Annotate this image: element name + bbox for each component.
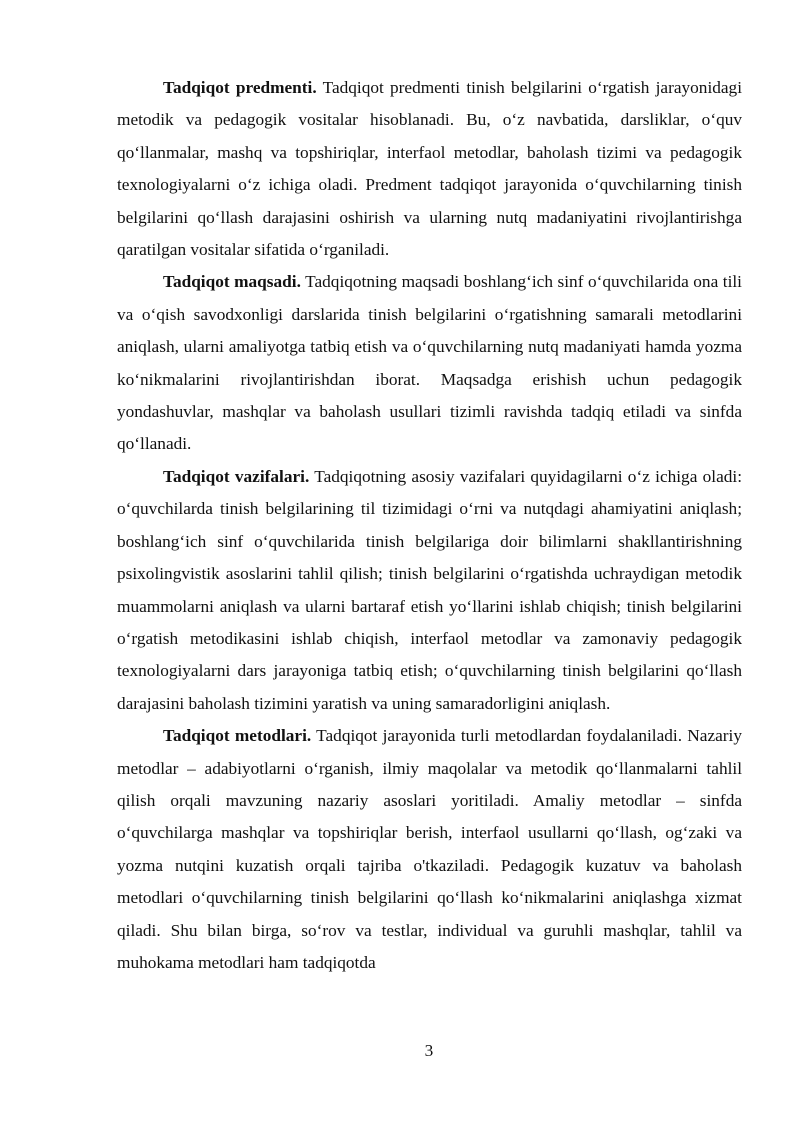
paragraph-text: Tadqiqotning maqsadi boshlang‘ich sinf o‘quvchilarida ona tili va o‘qish savodxonligi darslarida tinish belgilarini o‘rgatishning samarali metodlarini aniqlash, ularni amaliyotga tatbiq etish va o‘quvchilarning nutq madaniyati hamda yozma ko‘nikmalarini rivojlantirishdan iborat. Maqsadga erishish uchun pedagogik yondashuvlar, mashqlar va baholash usullari tizimli ravishda tadqiq etiladi va sinfda qo‘llanadi. [117, 272, 742, 454]
paragraph-research-methods [117, 720, 742, 979]
paragraph-heading: Tadqiqot maqsadi. [163, 272, 301, 292]
paragraph-heading: Tadqiqot metodlari. [163, 726, 312, 746]
paragraph-research-tasks [117, 461, 742, 720]
paragraph-research-goal [117, 266, 742, 460]
page-number: 3 [424, 1041, 434, 1060]
paragraph-heading: Tadqiqot vazifalari. [163, 466, 310, 486]
paragraph-research-subject [117, 72, 742, 266]
paragraph-text: Tadqiqotning asosiy vazifalari quyidagilarni o‘z ichiga oladi: o‘quvchilarda tinish belgilarining til tizimidagi o‘rni va nutqdagi ahamiyatini aniqlash; boshlang‘ich sinf o‘quvchilarida tinish belgilariga doir bilimlarni shakllantirishning psixolingvistik asoslarini tahlil qilish; tinish belgilarini o‘rgatishda uchraydigan metodik muammolarni aniqlash va ularni bartaraf etish yo‘llarini ishlab chiqish; tinish belgilarini o‘rgatish metodikasini ishlab chiqish, interfaol metodlar va zamonaviy pedagogik texnologiyalarni dars jarayoniga tatbiq etish; o‘quvchilarning tinish belgilarini qo‘llash darajasini baholash tizimini yaratish va uning samaradorligini aniqlash. [117, 466, 742, 713]
paragraph-text: Tadqiqot predmenti tinish belgilarini o‘rgatish jarayonidagi metodik va pedagogik vositalar hisoblanadi. Bu, o‘z navbatida, darsliklar, o‘quv qo‘llanmalar, mashq va topshiriqlar, interfaol metodlar, baholash tizimi va pedagogik texnologiyalarni o‘z ichiga oladi. Predment tadqiqot jarayonida o‘quvchilarning tinish belgilarini qo‘llash darajasini oshirish va ularning nutq madaniyatini rivojlantirishga qaratilgan vositalar sifatida o‘rganiladi. [117, 78, 743, 260]
document-page [117, 72, 742, 979]
paragraph-text: Tadqiqot jarayonida turli metodlardan foydalaniladi. Nazariy metodlar – adabiyotlarni o‘rganish, ilmiy maqolalar va metodik qo‘llanmalarni tahlil qilish orqali mavzuning nazariy asoslari yoritiladi. Amaliy metodlar – sinfda o‘quvchilarga mashqlar va topshiriqlar berish, interfaol usullarni qo‘llash, og‘zaki va yozma nutqini kuzatish orqali tajriba o'tkaziladi. Pedagogik kuzatuv va baholash metodlari o‘quvchilarning tinish belgilarini qo‘llash ko‘nikmalarini aniqlashga xizmat qiladi. Shu bilan birga, so‘rov va testlar, individual va guruhli mashqlar, tahlil va muhokama metodlari ham tadqiqotda [117, 726, 742, 972]
paragraph-heading: Tadqiqot predmenti. [163, 78, 317, 97]
